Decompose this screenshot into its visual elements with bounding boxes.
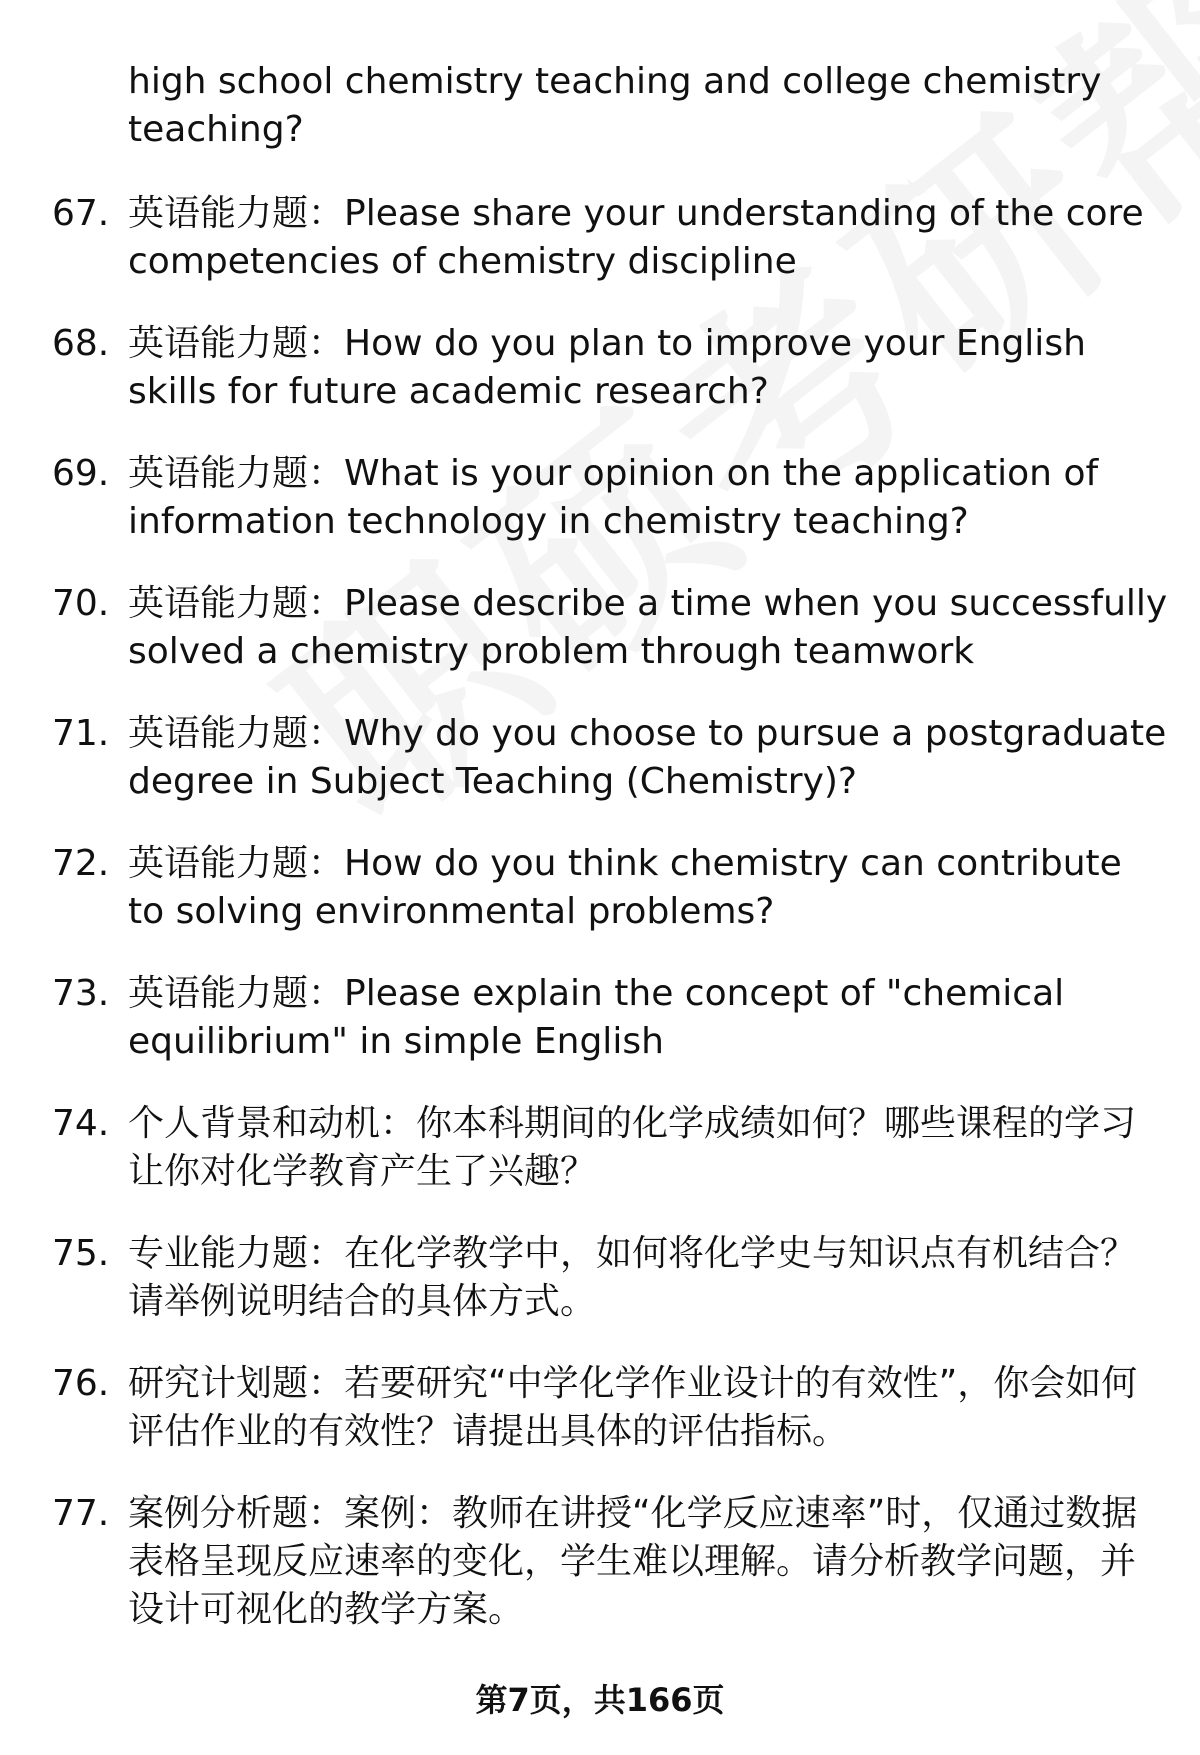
question-number: 74. — [52, 1103, 110, 1144]
question-text: 案例分析题：案例：教师在讲授“化学反应速率”时，仅通过数据表格呈现反应速率的变化，学生难以理解。请分析教学问题，并设计可视化的教学方案。 — [128, 1493, 1138, 1630]
question-text: 英语能力题：Why do you choose to pursue a postgraduate degree in Subject Teaching (Chemistry)? — [128, 713, 1167, 802]
question-number: 73. — [52, 973, 110, 1014]
question-list — [0, 190, 1200, 1668]
question-item-70 — [0, 580, 1200, 676]
question-item-73 — [0, 970, 1200, 1066]
question-number: 71. — [52, 713, 110, 754]
question-number: 70. — [52, 583, 110, 624]
question-number: 69. — [52, 453, 110, 494]
question-item-69 — [0, 450, 1200, 546]
question-item-67 — [0, 190, 1200, 286]
question-item-72 — [0, 840, 1200, 936]
question-item-74 — [0, 1100, 1200, 1196]
question-text: 英语能力题：Please describe a time when you successfully solved a chemistry problem through teamwork — [128, 583, 1168, 672]
question-text: 英语能力题：What is your opinion on the application of information technology in chemistry teaching? — [128, 453, 1099, 542]
question-item-77 — [0, 1490, 1200, 1634]
question-item-68 — [0, 320, 1200, 416]
question-number: 75. — [52, 1233, 110, 1274]
question-text: 研究计划题：若要研究“中学化学作业设计的有效性”，你会如何评估作业的有效性？请提出具体的评估指标。 — [128, 1363, 1138, 1452]
question-number: 68. — [52, 323, 110, 364]
question-text: 英语能力题：How do you think chemistry can contribute to solving environmental problems? — [128, 843, 1122, 932]
question-number: 67. — [52, 193, 110, 234]
page-footer: 第7页，共166页 — [475, 1681, 725, 1719]
question-text: 英语能力题：Please share your understanding of the core competencies of chemistry discipline — [128, 193, 1144, 282]
question-number: 72. — [52, 843, 110, 884]
question-item-76 — [0, 1360, 1200, 1456]
question-text: 英语能力题：Please explain the concept of "chemical equilibrium" in simple English — [128, 973, 1065, 1062]
question-text: 专业能力题：在化学教学中，如何将化学史与知识点有机结合？请举例说明结合的具体方式。 — [128, 1233, 1137, 1322]
continued-question-text: high school chemistry teaching and college chemistry teaching? — [128, 61, 1102, 150]
question-text: 个人背景和动机：你本科期间的化学成绩如何？哪些课程的学习让你对化学教育产生了兴趣？ — [128, 1103, 1137, 1192]
question-text: 英语能力题：How do you plan to improve your English skills for future academic research? — [128, 323, 1086, 412]
question-number: 76. — [52, 1363, 110, 1404]
question-item-75 — [0, 1230, 1200, 1326]
question-number: 77. — [52, 1493, 110, 1534]
question-item-71 — [0, 710, 1200, 806]
